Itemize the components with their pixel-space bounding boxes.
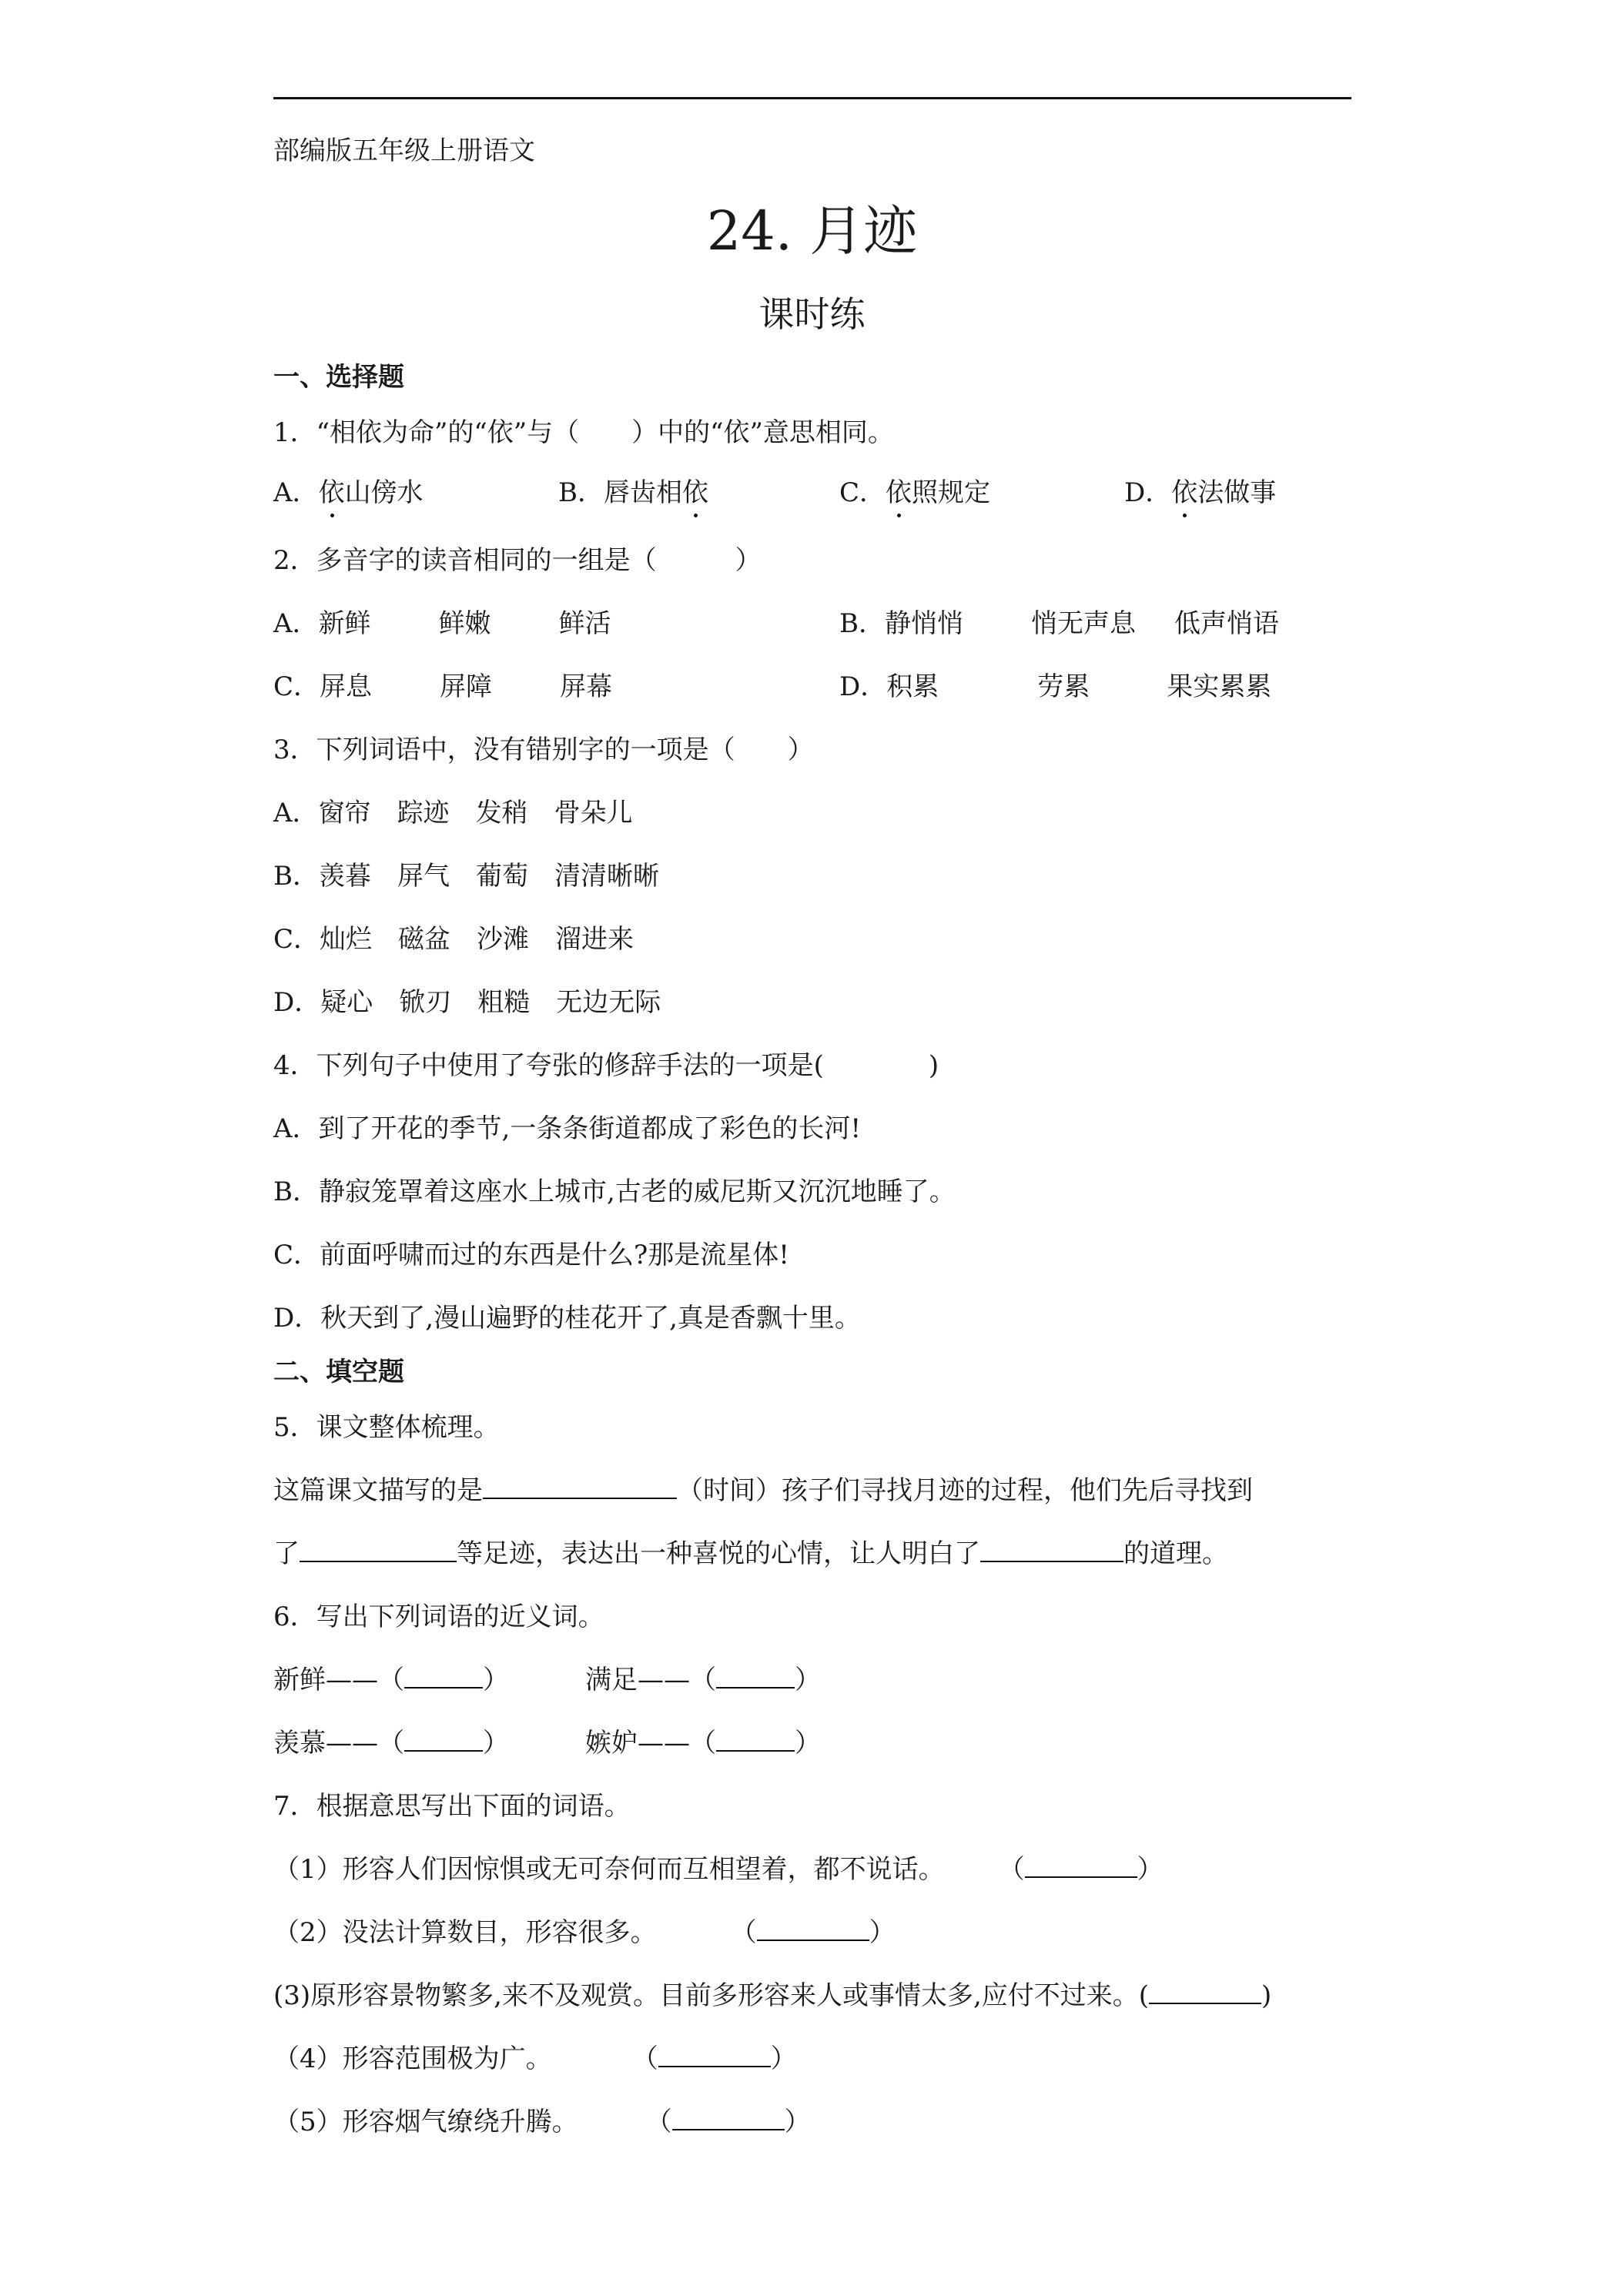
q6-item-jidu: 嫉妒——（ ） [585,1728,821,1759]
q6-blank-4[interactable] [716,1727,795,1752]
q5-blank-lesson[interactable] [980,1538,1123,1562]
q7-item-5: （5）形容烟气缭绕升腾。 （ ） [273,2107,811,2137]
q7-blank-4[interactable] [658,2043,771,2067]
q6-blank-3[interactable] [404,1727,483,1752]
q7-item-1: （1）形容人们因惊惧或无可奈何而互相望着，都不说话。 （ ） [273,1854,1164,1885]
q3-option-d: D．疑心 锨刃 粗糙 无边无际 [273,987,661,1018]
q4-option-a: A．到了开花的季节,一条条街道都成了彩色的长河! [273,1113,862,1144]
page-title: 24. 月迹 [706,199,918,263]
q5-line-2: 了 等足迹，表达出一种喜悦的心情，让人明白了 的道理。 [273,1538,1228,1569]
q2-option-b: B．静悄悄 悄无声息 低声悄语 [839,608,1279,639]
q6-item-xianmu: 羡慕——（ ） [273,1728,509,1759]
q7-blank-1[interactable] [1025,1853,1137,1878]
q7-blank-3[interactable] [1149,1980,1261,2004]
page-subtitle: 课时练 [758,293,866,335]
q5-line-1: 这篇课文描写的是 （时间）孩子们寻找月迹的过程，他们先后寻找到 [273,1475,1253,1506]
q7-stem: 7．根据意思写出下面的词语。 [273,1791,631,1822]
q1-option-d: D．依法做事 [1124,477,1277,508]
subject-header: 部编版五年级上册语文 [273,136,535,166]
q4-option-c: C．前面呼啸而过的东西是什么?那是流星体! [273,1240,789,1270]
q4-option-d: D．秋天到了,漫山遍野的桂花开了,真是香飘十里。 [273,1303,861,1334]
q3-stem: 3．下列词语中，没有错别字的一项是（ ） [273,735,814,765]
q3-option-c: C．灿烂 磁盆 沙滩 溜进来 [273,924,635,955]
q2-option-d: D．积累 劳累 果实累累 [839,671,1272,702]
q6-stem: 6．写出下列词语的近义词。 [273,1602,604,1632]
q7-blank-5[interactable] [672,2106,785,2130]
q2-option-c: C．屏息 屏障 屏幕 [273,671,613,702]
q7-blank-2[interactable] [757,1916,869,1941]
q5-stem: 5．课文整体梳理。 [273,1412,500,1443]
q6-item-manzu: 满足——（ ） [585,1665,821,1695]
q4-stem: 4．下列句子中使用了夸张的修辞手法的一项是( ) [273,1050,939,1081]
header-rule [273,97,1351,99]
section-fill-heading: 二、填空题 [273,1357,404,1387]
q4-option-b: B．静寂笼罩着这座水上城市,古老的威尼斯又沉沉地睡了。 [273,1176,956,1207]
section-choice-heading: 一、选择题 [273,362,404,393]
q2-option-a: A．新鲜 鲜嫩 鲜活 [273,608,611,639]
q1-option-a: A．依山傍水 [273,477,424,508]
q1-option-b: B．唇齿相依 [558,477,708,508]
q6-blank-1[interactable] [404,1664,483,1689]
q3-option-a: A．窗帘 踪迹 发稍 骨朵儿 [273,798,633,828]
q2-stem: 2．多音字的读音相同的一组是（ ） [273,545,762,576]
q1-stem: 1．“相依为命”的“依”与（ ）中的“依”意思相同。 [273,417,894,448]
q7-item-3: (3)原形容景物繁多,来不及观赏。目前多形容来人或事情太多,应付不过来。( ) [273,1980,1272,2011]
q6-item-xinxian: 新鲜——（ ） [273,1665,509,1695]
q1-options [273,476,1351,510]
q3-option-b: B．羡暮 屏气 葡萄 清清晰晰 [273,861,659,892]
q7-item-2: （2）没法计算数目，形容很多。 （ ） [273,1917,896,1948]
q7-item-4: （4）形容范围极为广。 （ ） [273,2043,797,2074]
q5-blank-traces[interactable] [300,1538,457,1562]
q6-blank-2[interactable] [716,1664,795,1689]
q1-option-c: C．依照规定 [839,477,991,508]
q5-blank-time[interactable] [483,1474,677,1499]
